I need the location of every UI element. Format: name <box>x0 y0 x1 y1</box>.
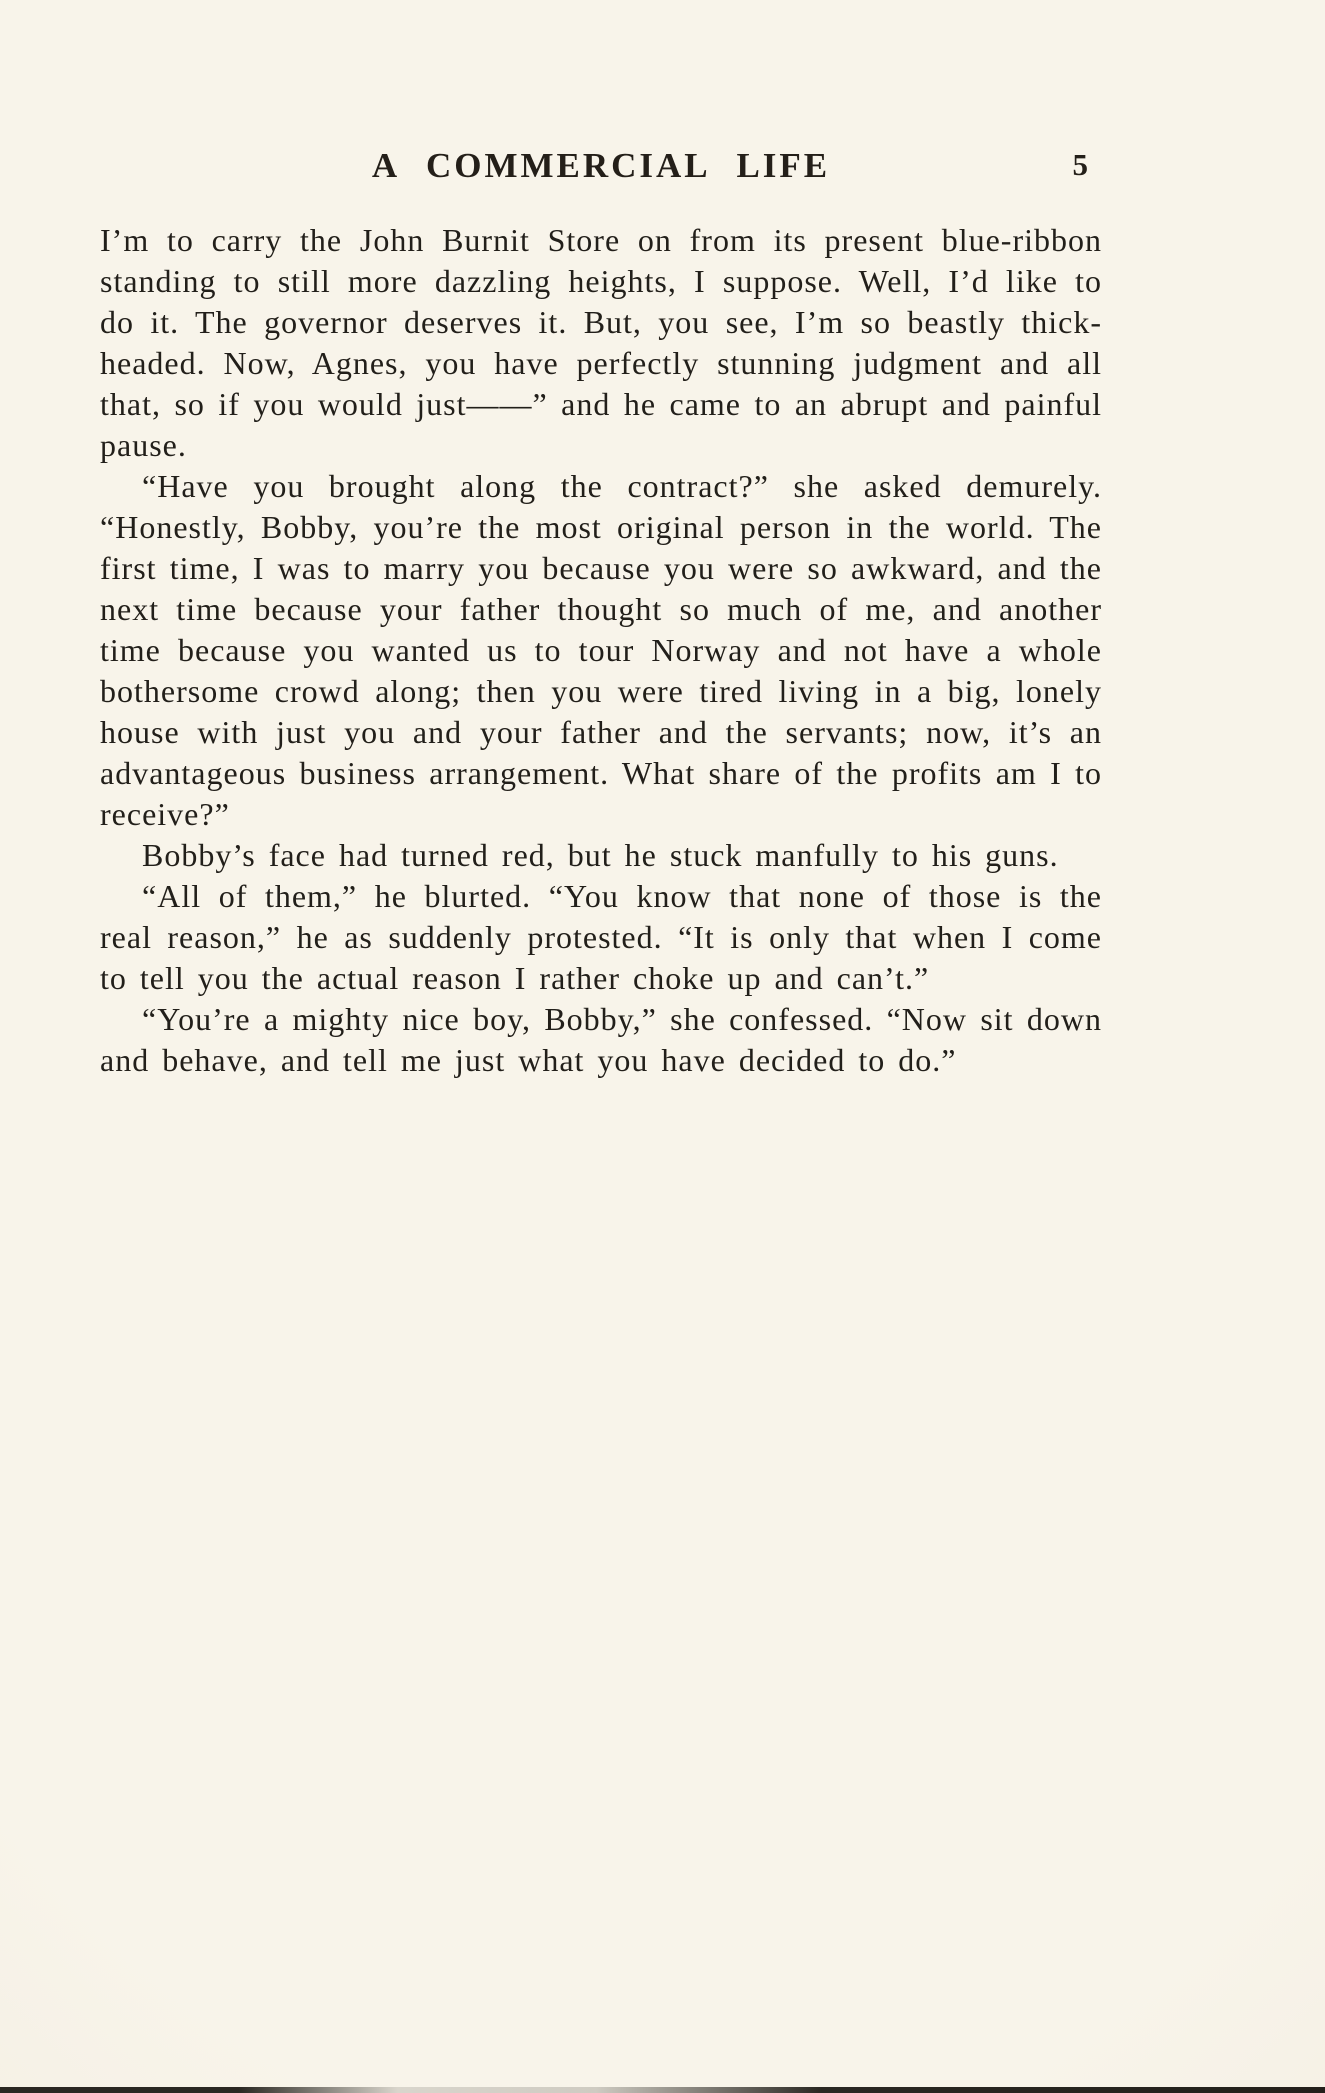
paragraph: “All of them,” he blurted. “You know that none of those is the real reason,” he as suddenly protested. “It is only that when I come to tell you the actual reason I rather choke up and can’t.” <box>100 878 1102 996</box>
running-header <box>100 146 1102 190</box>
paragraph: “Have you brought along the contract?” she asked demurely. “Honestly, Bobby, you’re the most original person in the world. The first time, I was to marry you because you were so awkward, and the next time because your father thought so much of me, and another time because you wanted us to tour Norway and not have a whole bothersome crowd along; then you were tired living in a big, lonely house with just you and your father and the servants; now, it’s an advantageous business arrangement. What share of the profits am I to receive?” <box>100 468 1102 832</box>
paragraph: “You’re a mighty nice boy, Bobby,” she confessed. “Now sit down and behave, and tell me just what you have decided to do.” <box>100 1001 1102 1078</box>
page-title: A COMMERCIAL LIFE <box>371 146 831 185</box>
paragraph: Bobby’s face had turned red, but he stuck manfully to his guns. <box>142 837 1059 873</box>
scan-edge-artifact <box>0 2087 1325 2093</box>
page-number: 5 <box>1072 147 1088 182</box>
paragraph: I’m to carry the John Burnit Store on from its present blue-ribbon standing to still more dazzling heights, I suppose. Well, I’d like to do it. The governor deserves it. But, you see, I’m so beastly thick-headed. Now, Agnes, you have perfectly stunning judgment and all that, so if you would just——” and he came to an abrupt and painful pause. <box>100 222 1102 463</box>
text-block <box>100 220 1102 1081</box>
